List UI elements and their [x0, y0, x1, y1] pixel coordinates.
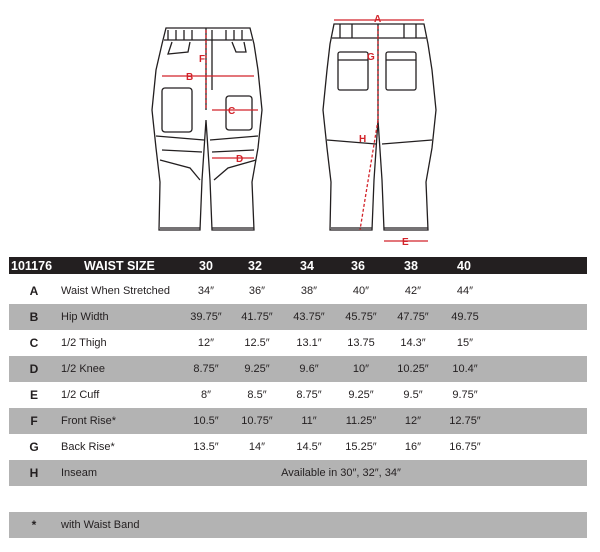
- footnote-marker: *: [31, 518, 37, 532]
- table-cell: 8.5″: [247, 389, 267, 401]
- table-cell: 8.75″: [193, 363, 219, 375]
- label-b: B: [186, 72, 194, 83]
- table-cell: 49.75: [451, 311, 479, 323]
- table-cell: 12″: [404, 415, 422, 427]
- pants-measurement-diagram: [0, 0, 600, 256]
- table-row: [9, 330, 587, 356]
- table-cell: 9.6″: [299, 363, 319, 375]
- size-heading: 34: [300, 258, 314, 273]
- row-letter: B: [29, 310, 39, 324]
- table-cell: 15.25″: [345, 441, 377, 453]
- label-f: F: [199, 54, 206, 65]
- label-g: G: [367, 52, 375, 63]
- table-cell: 36″: [248, 285, 266, 297]
- label-d: D: [236, 154, 244, 165]
- table-cell: 14.3″: [400, 337, 426, 349]
- size-heading: 38: [404, 258, 418, 273]
- pants-front-view: [152, 28, 262, 230]
- size-chart-table: [9, 256, 587, 538]
- table-cell: 9.25″: [244, 363, 270, 375]
- table-cell: 13.5″: [193, 441, 219, 453]
- table-row-inseam: [9, 460, 587, 486]
- table-cell: 15″: [456, 337, 474, 349]
- table-row-footnote: [9, 512, 587, 538]
- table-cell: 8.75″: [296, 389, 322, 401]
- table-cell: 44″: [456, 285, 474, 297]
- table-row: [9, 356, 587, 382]
- row-letter: H: [29, 466, 39, 480]
- table-cell: 14.5″: [296, 441, 322, 453]
- table-cell: 39.75″: [190, 311, 222, 323]
- table-row: [9, 408, 587, 434]
- table-cell: 12″: [197, 337, 215, 349]
- footnote-text: with Waist Band: [61, 519, 140, 531]
- pants-diagram-svg: [0, 0, 600, 256]
- row-label: 1/2 Thigh: [61, 337, 107, 349]
- label-c: C: [228, 106, 236, 117]
- table-cell: 9.25″: [348, 389, 374, 401]
- table-cell: 13.1″: [296, 337, 322, 349]
- table-cell: 41.75″: [241, 311, 273, 323]
- table-cell: 14″: [248, 441, 266, 453]
- row-label: Back Rise*: [61, 441, 115, 453]
- size-heading: 40: [457, 258, 471, 273]
- table-row: [9, 304, 587, 330]
- table-cell: 9.75″: [452, 389, 478, 401]
- table-cell: 45.75″: [345, 311, 377, 323]
- waist-size-heading: WAIST SIZE: [84, 258, 155, 273]
- table-cell: 34″: [197, 285, 215, 297]
- row-label: 1/2 Knee: [61, 363, 106, 375]
- label-h: H: [359, 134, 367, 145]
- row-letter: A: [29, 284, 39, 298]
- table-cell: 13.75: [347, 337, 375, 349]
- product-number: 101176: [11, 258, 53, 273]
- table-cell: 43.75″: [293, 311, 325, 323]
- table-row: [9, 434, 587, 460]
- table-row: [9, 278, 587, 304]
- row-letter: G: [29, 440, 39, 454]
- inseam-availability: Available in 30″, 32″, 34″: [281, 467, 401, 479]
- row-label: Waist When Stretched: [61, 285, 171, 297]
- row-letter: F: [30, 414, 38, 428]
- row-label: Front Rise*: [61, 415, 117, 427]
- table-cell: 10.5″: [193, 415, 219, 427]
- size-heading: 36: [351, 258, 365, 273]
- row-label: Inseam: [61, 467, 98, 479]
- label-a: A: [374, 14, 382, 25]
- row-label: Hip Width: [61, 311, 109, 323]
- table-cell: 10″: [352, 363, 370, 375]
- table-cell: 12.75″: [449, 415, 481, 427]
- table-cell: 11″: [301, 415, 317, 427]
- table-header-row: [9, 257, 587, 274]
- row-letter: E: [29, 388, 38, 402]
- table-cell: 10.4″: [452, 363, 478, 375]
- table-cell: 40″: [352, 285, 370, 297]
- row-letter: D: [29, 362, 39, 376]
- table-cell: 38″: [300, 285, 318, 297]
- pants-back-view: [323, 24, 436, 230]
- label-e: E: [402, 237, 409, 248]
- table-cell: 42″: [404, 285, 422, 297]
- table-cell: 11.25″: [345, 415, 377, 427]
- size-heading: 32: [248, 258, 262, 273]
- table-cell: 47.75″: [397, 311, 429, 323]
- table-cell: 12.5″: [244, 337, 270, 349]
- size-heading: 30: [199, 258, 213, 273]
- row-letter: C: [29, 336, 39, 350]
- table-cell: 10.25″: [397, 363, 429, 375]
- table-cell: 16.75″: [449, 441, 481, 453]
- row-label: 1/2 Cuff: [61, 389, 100, 401]
- table-row: [9, 382, 587, 408]
- table-cell: 10.75″: [241, 415, 273, 427]
- table-cell: 9.5″: [403, 389, 423, 401]
- table-cell: 8″: [200, 389, 211, 401]
- table-cell: 16″: [404, 441, 422, 453]
- table-spacer: [9, 486, 587, 512]
